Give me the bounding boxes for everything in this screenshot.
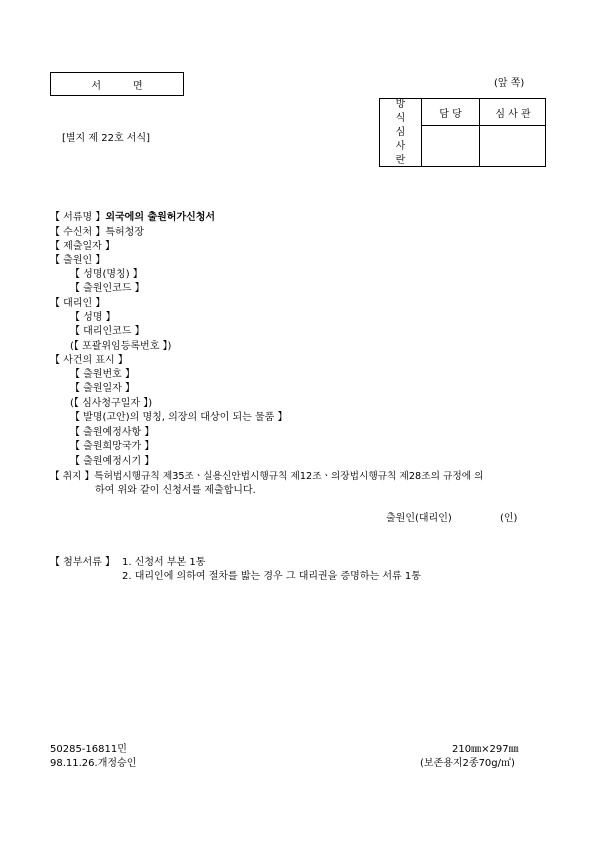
review-label-char: 란: [395, 154, 406, 166]
attachment-item-1: 1. 신청서 부본 1통: [122, 557, 206, 568]
document-title-box: [50, 72, 184, 96]
attachment-item-2: 2. 대리인에 의하여 절차를 밟는 경우 그 대리권을 증명하는 서류 1통: [122, 571, 421, 582]
review-table: [379, 98, 546, 167]
purpose-line-2: 하여 위와 같이 신청서를 제출합니다.: [95, 485, 256, 496]
review-label-char: 식: [395, 112, 406, 124]
applicant-name-field: 【 성명(명칭) 】: [70, 269, 143, 280]
seal-mark: (인): [500, 513, 518, 524]
attachments-label: 【 첨부서류 】: [50, 557, 115, 568]
agent-registration-field: (【 포괄위임등록번호 】): [70, 341, 172, 352]
review-header-officer: 담 당: [422, 99, 480, 126]
invention-title-field: 【 발명(고안)의 명칭, 의장의 대상이 되는 물품 】: [70, 412, 288, 423]
review-label-char: 사: [395, 140, 406, 152]
target-country-field: 【 출원희망국가 】: [70, 441, 155, 452]
submission-date-field: 【 제출일자 】: [50, 241, 115, 252]
footer-code: 50285-16811민: [50, 744, 127, 755]
review-cell-officer: [422, 126, 480, 167]
applicant-code-field: 【 출원인코드 】: [70, 283, 145, 294]
document-type: [50, 212, 215, 224]
planned-time-field: 【 출원예정시기 】: [70, 456, 155, 467]
document-type-value: 외국에의 출원허가신청서: [105, 212, 216, 223]
purpose-line-1: 【 취지 】특허법시행규칙 제35조ㆍ실용신안법시행규칙 제12조ㆍ의장법시행규칙 제28조의 규정에 의: [50, 471, 484, 482]
signer-label: 출원인(대리인): [386, 513, 452, 524]
recipient-field: 【 수신처 】특허청장: [50, 227, 144, 238]
review-label-column: [380, 99, 422, 166]
review-label-char: 방: [395, 98, 406, 110]
application-date-field: 【 출원일자 】: [70, 383, 135, 394]
exam-request-date-field: (【 심사청구일자 】): [70, 398, 153, 409]
review-header-examiner: 심 사 관: [480, 99, 546, 126]
application-number-field: 【 출원번호 】: [70, 369, 135, 380]
applicant-field: 【 출원인 】: [50, 255, 106, 266]
agent-code-field: 【 대리인코드 】: [70, 326, 145, 337]
document-type-label: 【 서류명 】: [50, 212, 106, 223]
footer-approval: 98.11.26.개정승인: [50, 758, 137, 769]
footer-paper: (보존용지2종70g/㎡): [420, 758, 515, 769]
planned-items-field: 【 출원예정사항 】: [70, 427, 155, 438]
agent-name-field: 【 성명 】: [70, 312, 116, 323]
case-field: 【 사건의 표시 】: [50, 355, 128, 366]
form-number: [별지 제 22호 서식]: [62, 133, 151, 144]
page-side-note: (앞 쪽): [494, 78, 525, 89]
footer-size: 210㎜×297㎜: [452, 744, 519, 755]
review-label-char: 심: [395, 126, 406, 138]
document-title: 서면: [91, 80, 175, 92]
agent-field: 【 대리인 】: [50, 298, 106, 309]
